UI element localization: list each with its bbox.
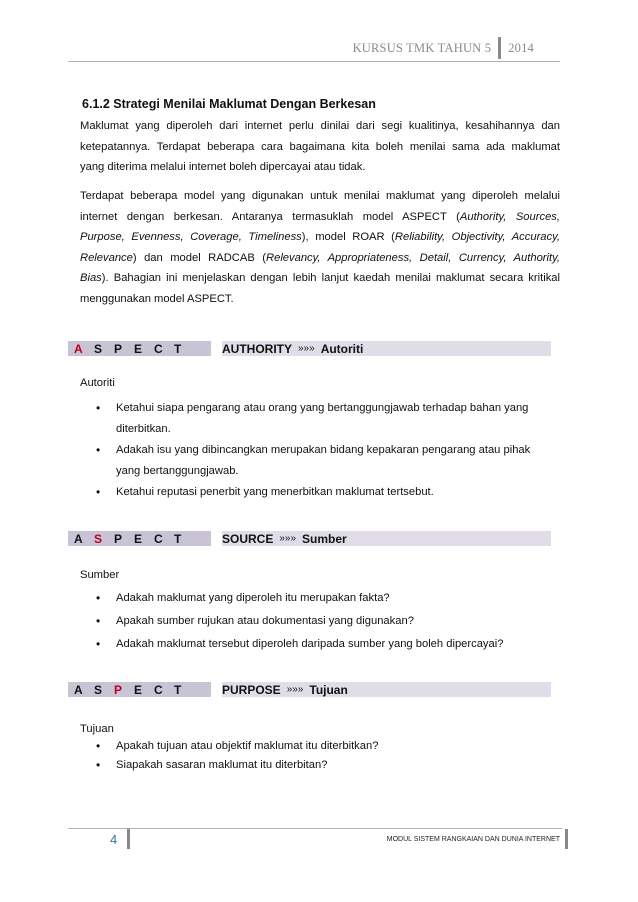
aspect-letter: E bbox=[134, 341, 143, 356]
section-heading: Autoriti bbox=[80, 377, 115, 389]
footer-module-title: MODUL SISTEM RANGKAIAN DAN DUNIA INTERNET bbox=[386, 836, 560, 843]
aspect-letter: P bbox=[114, 682, 123, 697]
aspect-letters bbox=[68, 531, 211, 546]
aspect-letter: S bbox=[94, 341, 103, 356]
aspect-label: AUTHORITY »»» Autoriti bbox=[222, 341, 551, 356]
aspect-letter: A bbox=[74, 682, 83, 697]
intro-line: ketepatannya. Terdapat beberapa cara bagaimana kita boleh menilai sama ada maklumat bbox=[80, 140, 560, 153]
aspect-letter: C bbox=[154, 531, 163, 546]
page-header bbox=[353, 36, 534, 60]
aspect-letter: C bbox=[154, 341, 163, 356]
source-list bbox=[96, 587, 566, 656]
section-title: 6.1.2 Strategi Menilai Maklumat Dengan Berkesan bbox=[82, 97, 376, 111]
list-item: • Ketahui siapa pengarang atau orang yang bertanggungjawab terhadap bahan yang diterbitkan. bbox=[96, 398, 566, 440]
list-item: • Apakah tujuan atau objektif maklumat itu diterbitkan? bbox=[96, 737, 566, 756]
footer-divider bbox=[565, 829, 568, 849]
aspect-letter: S bbox=[94, 682, 103, 697]
header-divider bbox=[498, 37, 501, 59]
aspect-letter: C bbox=[154, 682, 163, 697]
aspect-letter: A bbox=[74, 531, 83, 546]
models-line: menggunakan model ASPECT. bbox=[80, 292, 234, 305]
footer-rule bbox=[68, 828, 562, 829]
aspect-letters bbox=[68, 682, 211, 697]
intro-line: Maklumat yang diperoleh dari internet perlu dinilai dari segi kualitinya, kesahihannya dan bbox=[80, 120, 560, 132]
models-paragraph bbox=[80, 186, 560, 309]
intro-paragraph bbox=[80, 116, 560, 178]
aspect-letter: E bbox=[134, 682, 143, 697]
aspect-letter: E bbox=[134, 531, 143, 546]
list-item: • Adakah maklumat yang diperoleh itu merupakan fakta? bbox=[96, 587, 566, 610]
models-line: Relevance) dan model RADCAB (Relevancy, Appropriateness, Detail, Currency, Authority, bbox=[80, 251, 560, 264]
list-item: • Adakah isu yang dibincangkan merupakan bidang kepakaran pengarang atau pihak yang bertanggungjawab. bbox=[96, 440, 566, 482]
page-number: 4 bbox=[110, 832, 118, 847]
intro-line: yang diterima melalui internet boleh dipercayai atau tidak. bbox=[80, 161, 366, 173]
aspect-band-authority bbox=[68, 341, 551, 356]
models-line: Terdapat beberapa model yang digunakan untuk menilai maklumat yang diperoleh melalui bbox=[80, 190, 560, 202]
aspect-label: SOURCE »»» Sumber bbox=[222, 531, 551, 546]
aspect-letter: T bbox=[174, 682, 182, 697]
aspect-letter: P bbox=[114, 341, 123, 356]
aspect-letter: T bbox=[174, 341, 182, 356]
models-line: internet dengan berkesan. Antaranya termasuklah model ASPECT (Authority, Sources, bbox=[80, 210, 560, 223]
purpose-list bbox=[96, 737, 566, 775]
list-item: • Siapakah sasaran maklumat itu diterbitan? bbox=[96, 756, 566, 775]
aspect-letter: A bbox=[74, 341, 83, 356]
section-heading: Sumber bbox=[80, 569, 120, 581]
aspect-letters bbox=[68, 341, 211, 356]
models-line: Bias). Bahagian ini menjelaskan dengan lebih lanjut kaedah menilai maklumat secara kritikal bbox=[80, 272, 560, 284]
footer-divider bbox=[127, 829, 130, 849]
list-item: • Adakah maklumat tersebut diperoleh daripada sumber yang boleh dipercayai? bbox=[96, 633, 566, 656]
aspect-letter: T bbox=[174, 531, 182, 546]
authority-list bbox=[96, 398, 566, 503]
list-item: • Ketahui reputasi penerbit yang menerbitkan maklumat tertsebut. bbox=[96, 482, 566, 503]
models-line: Purpose, Evenness, Coverage, Timeliness), model ROAR (Reliability, Objectivity, Accuracy, bbox=[80, 231, 560, 243]
aspect-letter: P bbox=[114, 531, 123, 546]
header-course: KURSUS TMK TAHUN 5 bbox=[352, 40, 492, 55]
list-item: • Apakah sumber rujukan atau dokumentasi yang digunakan? bbox=[96, 610, 566, 633]
header-rule bbox=[68, 61, 560, 62]
aspect-band-purpose bbox=[68, 682, 551, 697]
header-year: 2014 bbox=[508, 40, 534, 55]
aspect-band-source bbox=[68, 531, 551, 546]
aspect-label: PURPOSE »»» Tujuan bbox=[222, 682, 551, 697]
section-heading: Tujuan bbox=[80, 723, 114, 735]
aspect-letter: S bbox=[94, 531, 103, 546]
